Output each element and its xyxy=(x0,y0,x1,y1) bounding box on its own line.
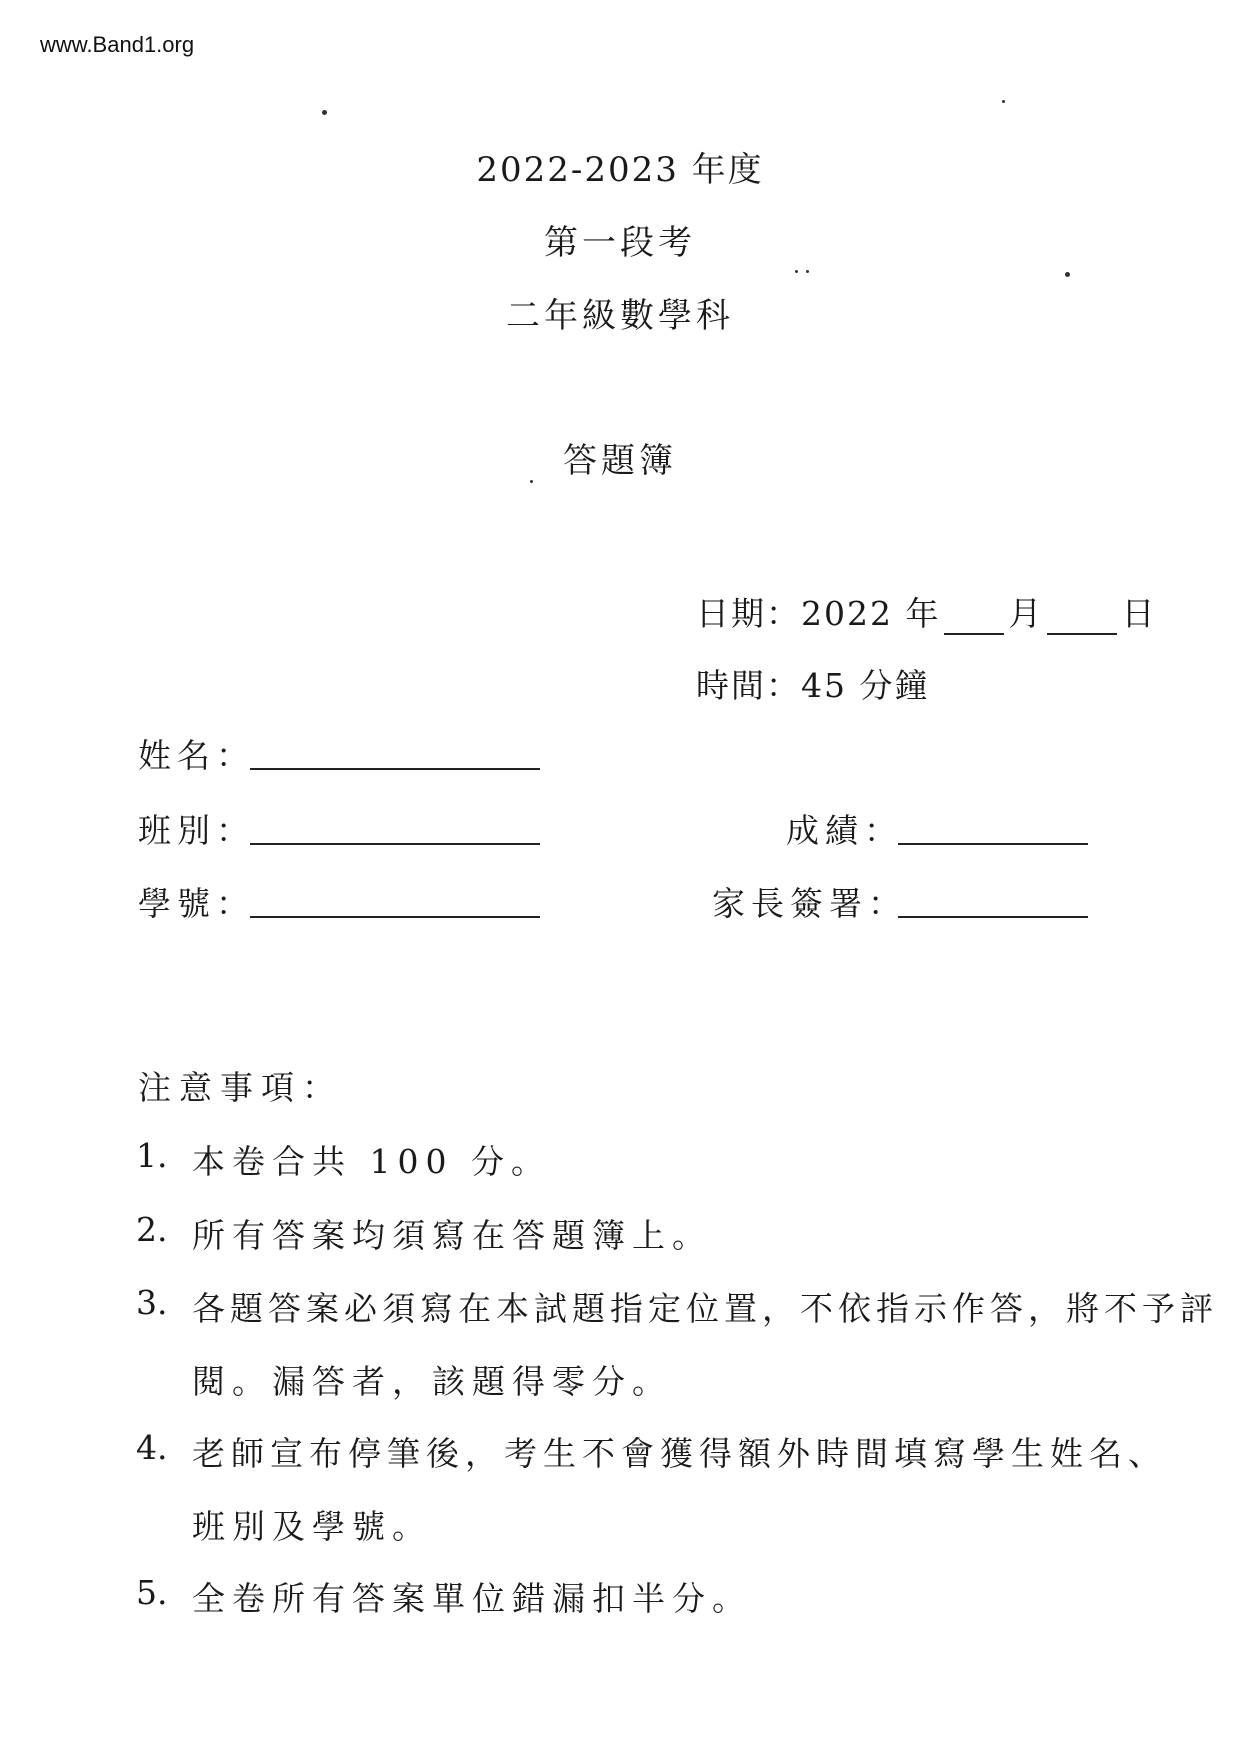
class-label: 班別： xyxy=(138,811,255,850)
booklet-title: 答題簿 xyxy=(563,441,677,481)
name-field[interactable] xyxy=(250,768,540,770)
day-label: 日 xyxy=(1121,594,1157,633)
notice-item-text: 班別及學號。 xyxy=(192,1507,432,1546)
date-label: 日期：2022 年 xyxy=(696,594,941,633)
scan-speck xyxy=(806,270,809,273)
scan-speck xyxy=(322,110,327,115)
subject-title: 二年級數學科 xyxy=(506,296,734,336)
notice-item-text: 本卷合共 100 分。 xyxy=(192,1142,551,1181)
notice-item-text: 閱。漏答者，該題得零分。 xyxy=(192,1362,672,1401)
name-label: 姓名： xyxy=(138,736,255,775)
month-blank[interactable] xyxy=(944,605,1004,635)
month-label: 月 xyxy=(1008,594,1044,633)
site-watermark: www.Band1.org xyxy=(40,32,195,57)
notice-number: 4. xyxy=(136,1428,168,1467)
day-blank[interactable] xyxy=(1047,605,1117,635)
parent-signature-label: 家長簽署： xyxy=(712,884,907,923)
notice-item-text: 全卷所有答案單位錯漏扣半分。 xyxy=(192,1579,752,1618)
notice-item-text: 老師宣布停筆後，考生不會獲得額外時間填寫學生姓名、 xyxy=(192,1434,1167,1473)
school-year-title: 2022-2023 年度 xyxy=(476,150,764,190)
notice-number: 1. xyxy=(136,1136,168,1175)
notice-item-text: 各題答案必須寫在本試題指定位置，不依指示作答，將不予評 xyxy=(192,1289,1218,1328)
time-line: 時間：45 分鐘 xyxy=(696,666,930,705)
scan-speck xyxy=(1002,100,1005,103)
notice-number: 5. xyxy=(136,1573,168,1612)
scan-speck xyxy=(795,270,798,273)
date-line xyxy=(696,588,1156,635)
notice-item-text: 所有答案均須寫在答題簿上。 xyxy=(192,1216,712,1255)
notice-number: 2. xyxy=(136,1210,168,1249)
scan-speck xyxy=(1065,272,1070,277)
class-field[interactable] xyxy=(250,843,540,845)
score-label: 成績： xyxy=(786,811,903,850)
notice-title: 注意事項： xyxy=(138,1068,343,1107)
exam-title: 第一段考 xyxy=(544,223,696,263)
number-field[interactable] xyxy=(250,916,540,918)
number-label: 學號： xyxy=(138,884,255,923)
score-field[interactable] xyxy=(898,843,1088,845)
parent-signature-field[interactable] xyxy=(898,916,1088,918)
notice-number: 3. xyxy=(136,1283,168,1322)
